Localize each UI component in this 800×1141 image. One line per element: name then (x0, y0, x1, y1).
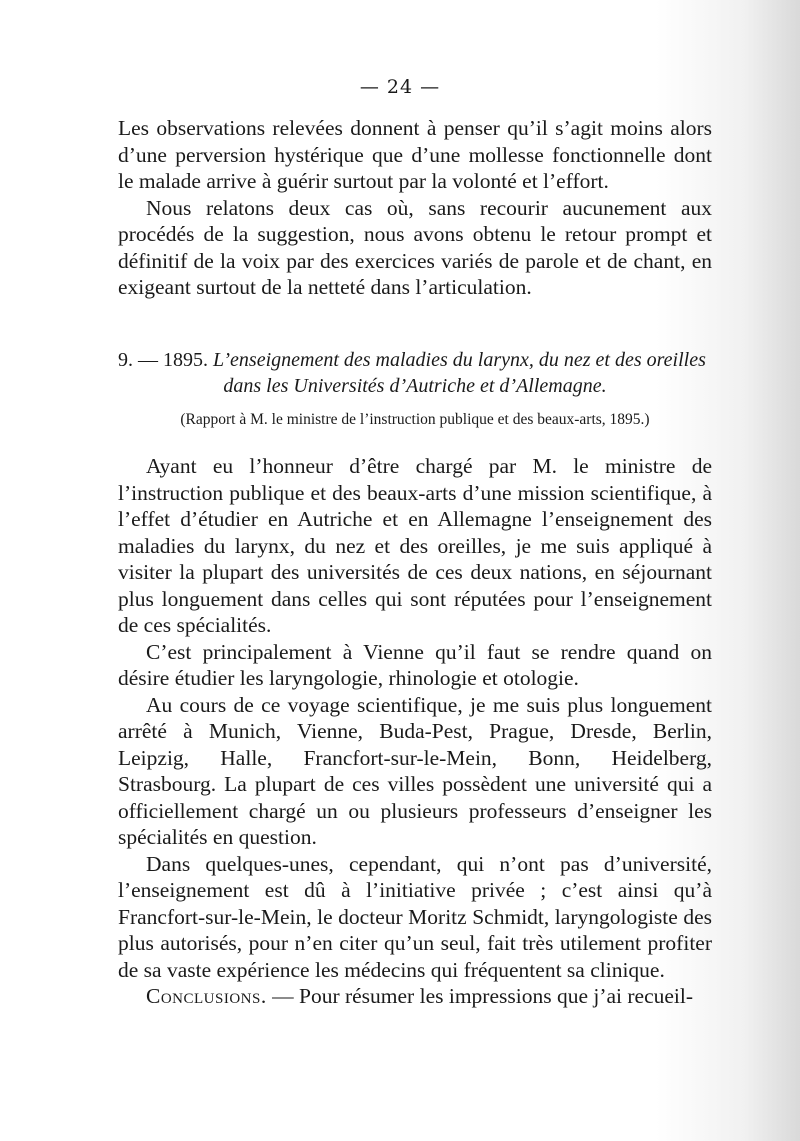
body-paragraph-4: Dans quelques-unes, cependant, qui n’ont pas d’université, l’enseignement est dû à l’initiative privée ; c’est ainsi qu’à Francfort-sur-le-Mein, le docteur Moritz Schmidt, laryngologiste des plus autorisés, pour n’en citer qu’un seul, fait très utilement profiter de sa vaste expérience les médecins qui fréquentent sa clinique. (118, 851, 712, 982)
page-number: — 24 — (359, 76, 441, 98)
entry-title-line-2: dans les Universités d’Autriche et d’Allemagne. (223, 375, 607, 397)
conclusions-paragraph (118, 983, 712, 1010)
entry-title-line-1: L’enseignement des maladies du larynx, du nez et des oreilles (213, 349, 706, 371)
conclusions-label: Conclusions. (146, 984, 267, 1008)
body-section (118, 453, 712, 1010)
intro-section (118, 115, 712, 301)
entry-number: 9. — 1895. (118, 349, 208, 371)
body-paragraph-2: C’est principalement à Vienne qu’il faut se rendre quand on désire étudier les laryngologie, rhinologie et otologie. (118, 639, 712, 690)
conclusions-text: — Pour résumer les impressions que j’ai recueil- (266, 984, 694, 1008)
report-note: (Rapport à M. le ministre de l’instruction publique et des beaux-arts, 1895.) (180, 411, 650, 428)
body-paragraph-1: Ayant eu l’honneur d’être chargé par M. le ministre de l’instruction publique et des beaux-arts d’une mission scientifique, à l’effet d’étudier en Autriche et en Allemagne l’enseignement des maladies du larynx, du nez et des oreilles, je me suis appliqué à visiter la plupart des universités de ces deux nations, en séjournant plus longuement dans celles qui sont réputées pour l’enseignement de ces spécialités. (118, 454, 712, 637)
entry-heading (118, 347, 712, 399)
intro-paragraph-1: Les observations relevées donnent à penser qu’il s’agit moins alors d’une perversion hystérique que d’une mollesse fonctionnelle dont le malade arrive à guérir surtout par la volonté et l’effort. (118, 116, 712, 193)
entry-heading-line-1 (118, 347, 712, 373)
report-note-block (118, 410, 712, 430)
body-paragraph-3: Au cours de ce voyage scientifique, je me suis plus longuement arrêté à Munich, Vienne, Buda-Pest, Prague, Dresde, Berlin, Leipzig, Halle, Francfort-sur-le-Mein, Bonn, Heidelberg, Strasbourg. La plupart de ces villes possèdent une université qui a officiellement chargé un ou plusieurs professeurs d’enseigner les spécialités en question. (118, 692, 712, 849)
intro-paragraph-2: Nous relatons deux cas où, sans recourir aucunement aux procédés de la suggestion, nous avons obtenu le retour prompt et définitif de la voix par des exercices variés de parole et de chant, en exigeant surtout de la netteté dans l’articulation. (118, 195, 712, 299)
